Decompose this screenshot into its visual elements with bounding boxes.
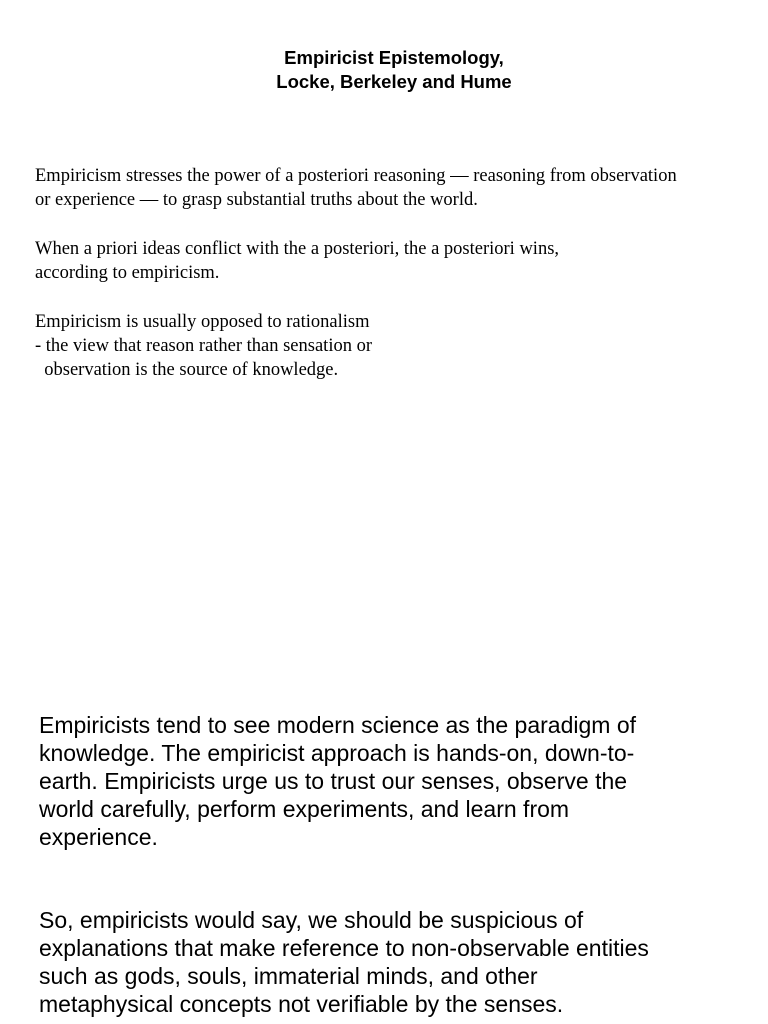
text-line: or experience — to grasp substantial truths about the world. [35,190,478,210]
paragraph-rationalism [35,310,372,382]
text-line: So, empiricists would say, we should be suspicious of [39,907,584,933]
text-line: explanations that make reference to non-observable entities [39,935,649,961]
text-line: Empiricists tend to see modern science as the paradigm of [39,712,637,738]
text-line: according to empiricism. [35,263,220,283]
text-line: world carefully, perform experiments, and learn from [39,796,570,822]
text-line: When a priori ideas conflict with the a posteriori, the a posteriori wins, [35,239,560,259]
paragraph-modern-science [39,711,739,851]
text-line: experience. [39,824,158,850]
text-line: Empiricism is usually opposed to rationalism [35,312,370,332]
paragraph-suspicion [39,906,739,1018]
text-line: earth. Empiricists urge us to trust our senses, observe the [39,768,628,794]
text-line: observation is the source of knowledge. [35,360,339,380]
document-title [0,46,768,94]
paragraph-a-priori-conflict [35,237,559,285]
title-line-1: Empiricist Epistemology, [284,47,504,68]
text-line: metaphysical concepts not verifiable by the senses. [39,991,564,1017]
paragraph-empiricism-definition [35,164,677,212]
text-line: Empiricism stresses the power of a posteriori reasoning — reasoning from observation [35,166,677,186]
title-line-2: Locke, Berkeley and Hume [276,71,512,92]
text-line: knowledge. The empiricist approach is hands-on, down-to- [39,740,635,766]
text-line: - the view that reason rather than sensation or [35,336,372,356]
text-line: such as gods, souls, immaterial minds, and other [39,963,538,989]
